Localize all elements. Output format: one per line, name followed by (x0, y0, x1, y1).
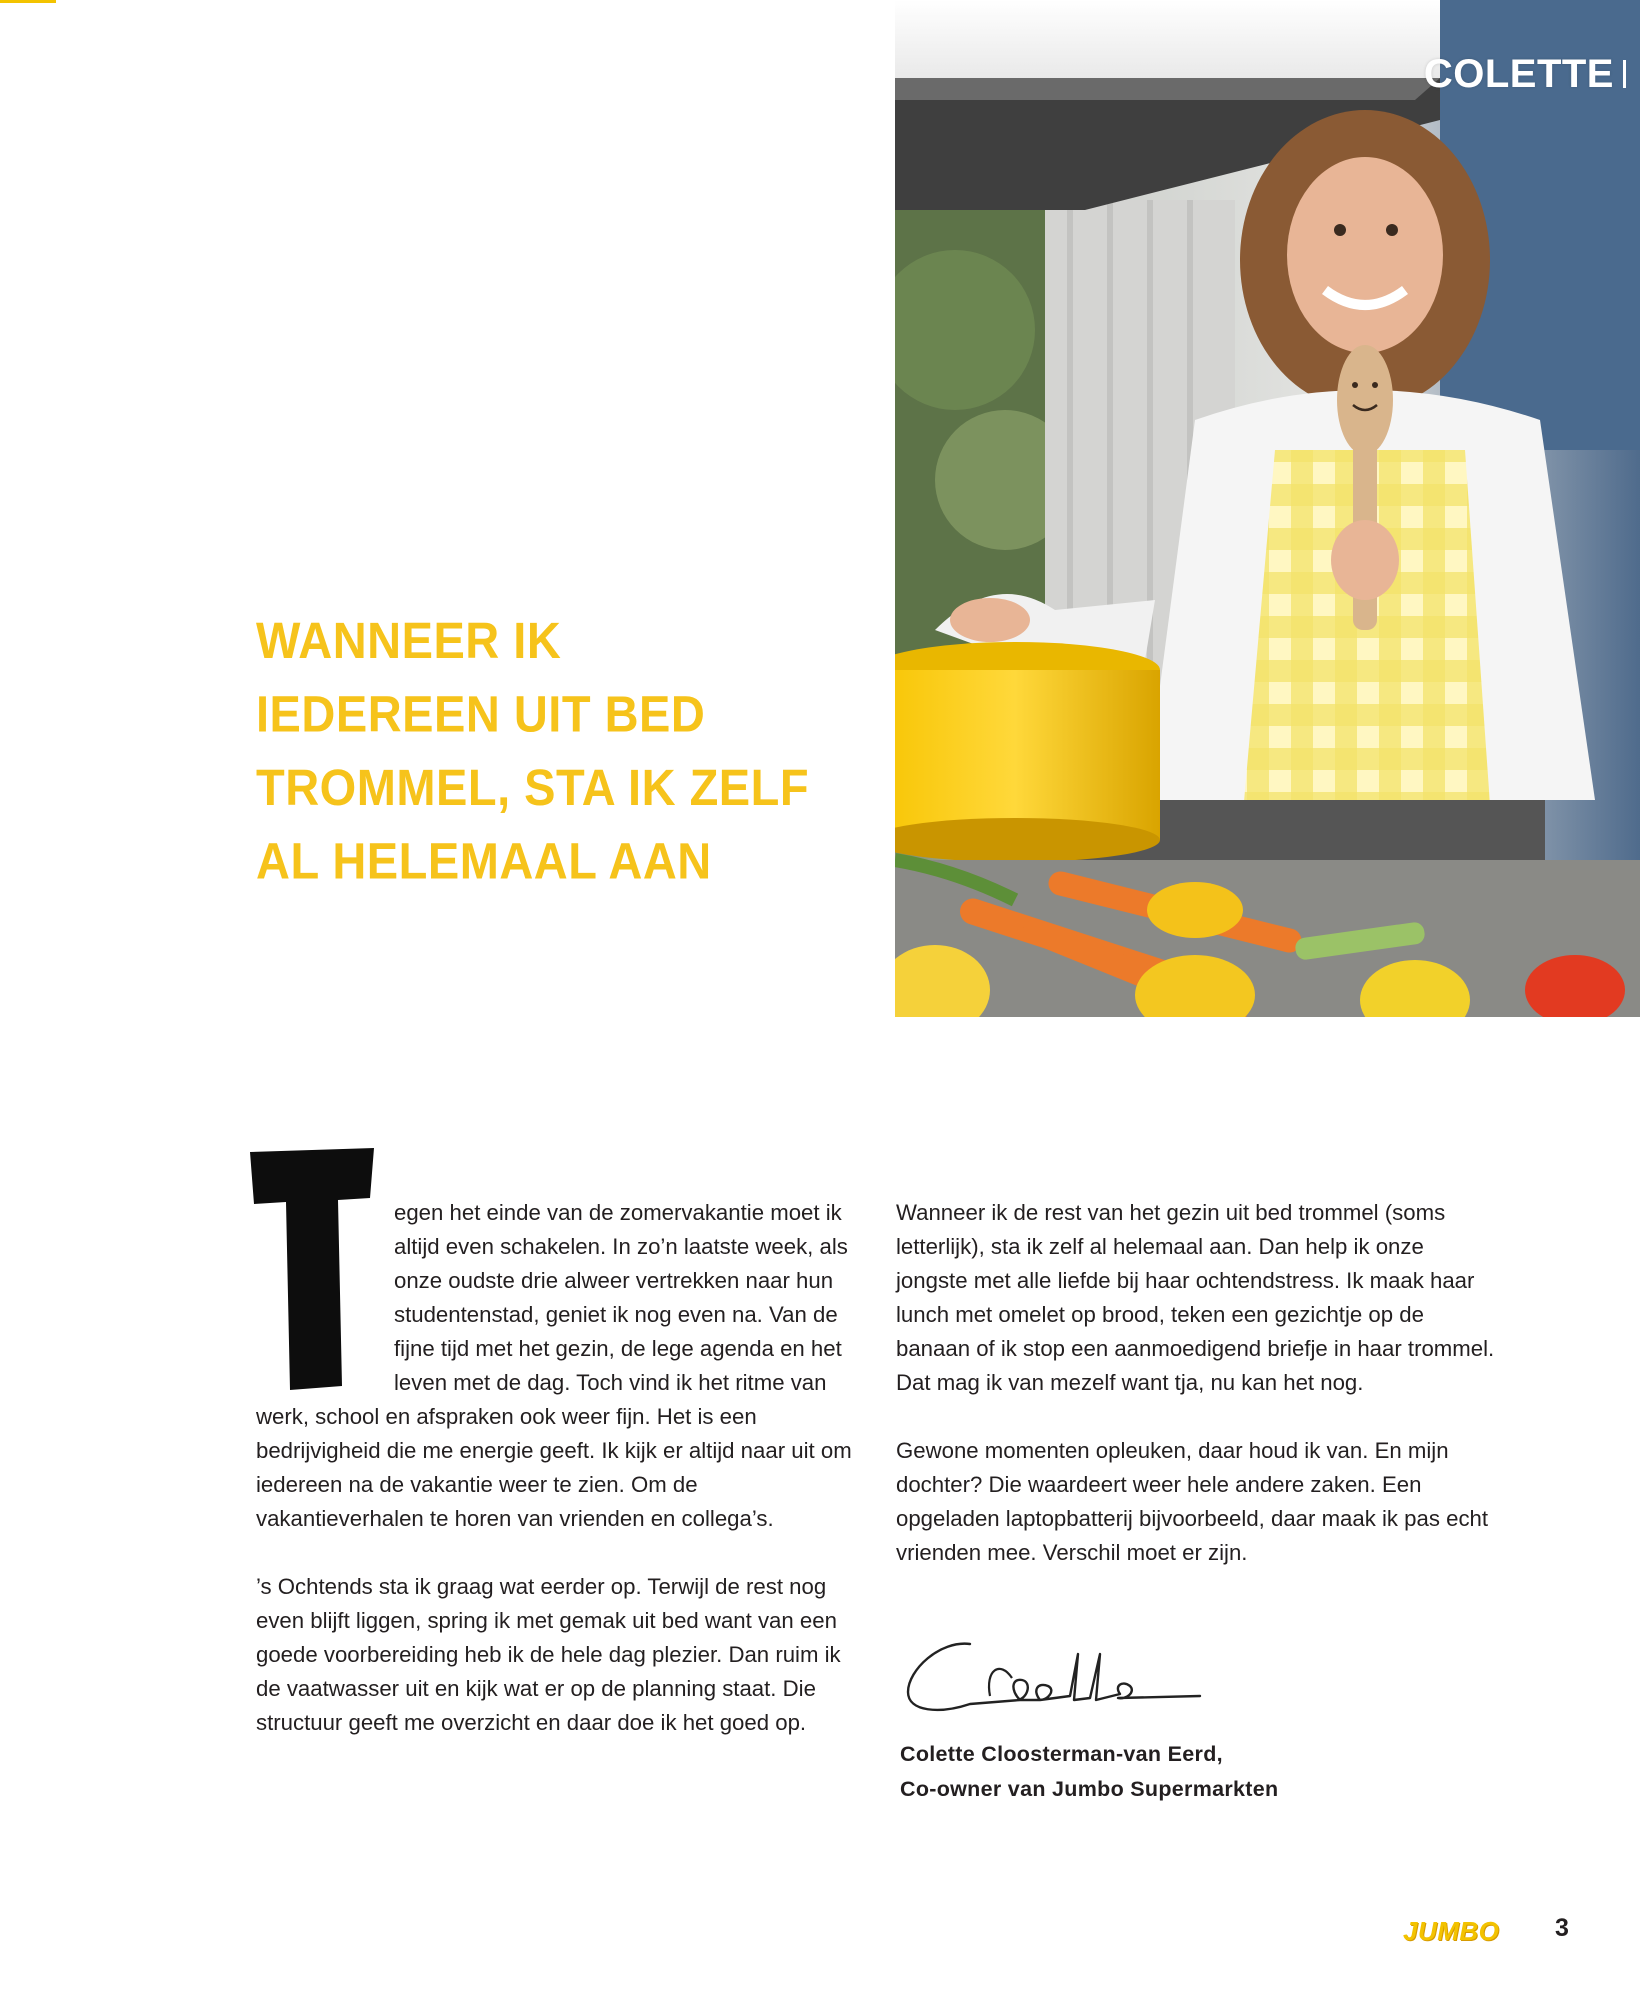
corner-mark (0, 0, 56, 3)
photo-tag-divider (1623, 60, 1626, 88)
right-column (896, 1196, 1496, 1604)
signature-role: Co-owner van Jumbo Supermarkten (900, 1777, 1279, 1801)
headline: WANNEER IK IEDEREEN UIT BED TROMMEL, STA IK ZELF AL HELEMAAL AAN (256, 611, 810, 890)
page-number: 3 (1555, 1914, 1569, 1942)
cover-photo (895, 0, 1640, 1017)
left-paragraph-2: ’s Ochtends sta ik graag wat eerder op. Terwijl de rest nog even blijft liggen, spring ik met gemak uit bed want van een goede voorbereiding heb ik de hele dag plezier. Dan ruim ik de vaatwasser uit en kijk wat er op de planning staat. Die structuur geeft me overzicht en daar doe ik het goed op. (256, 1574, 841, 1735)
kitchen-photo-illustration (895, 0, 1640, 1017)
dropcap (246, 1146, 376, 1392)
right-paragraph-1: Wanneer ik de rest van het gezin uit bed trommel (soms letterlijk), sta ik zelf al helemaal aan. Dan help ik onze jongste met alle liefde bij haar ochtendstress. Ik maak haar lunch met omelet op brood, teken een gezichtje op de banaan of ik stop een aanmoedigend briefje in haar trommel. Dat mag ik van mezelf want tja, nu kan het nog. (896, 1200, 1495, 1395)
right-paragraph-2: Gewone momenten opleuken, daar houd ik van. En mijn dochter? Die waardeert weer hele andere zaken. Een opgeladen laptopbatterij bijvoorbeeld, daar maak ik pas echt vrienden mee. Verschil moet er zijn. (896, 1438, 1489, 1565)
left-paragraph-1: egen het einde van de zomervakantie moet ik altijd even schakelen. In zo’n laatste week, als onze oudste drie alweer vertrekken naar hun studentenstad, geniet ik nog even na. Van de fijne tijd met het gezin, de lege agenda en het leven met de dag. Toch vind ik het ritme van werk, school en afspraken ook weer fijn. Het is een bedrijvigheid die me energie geeft. Ik kijk er altijd naar uit om iedereen na de vakantie weer te zien. Om de vakantieverhalen te horen van vrienden en collega’s. (256, 1200, 852, 1531)
signature-block (900, 1737, 1278, 1807)
left-column (256, 1196, 862, 1774)
photo-tag: COLETTE (1423, 52, 1614, 96)
signature-name: Colette Cloosterman-van Eerd, (900, 1742, 1223, 1766)
jumbo-logo: JUMBO (1403, 1916, 1500, 1946)
dropcap-t-glyph (246, 1146, 376, 1392)
handwritten-signature (900, 1630, 1220, 1730)
